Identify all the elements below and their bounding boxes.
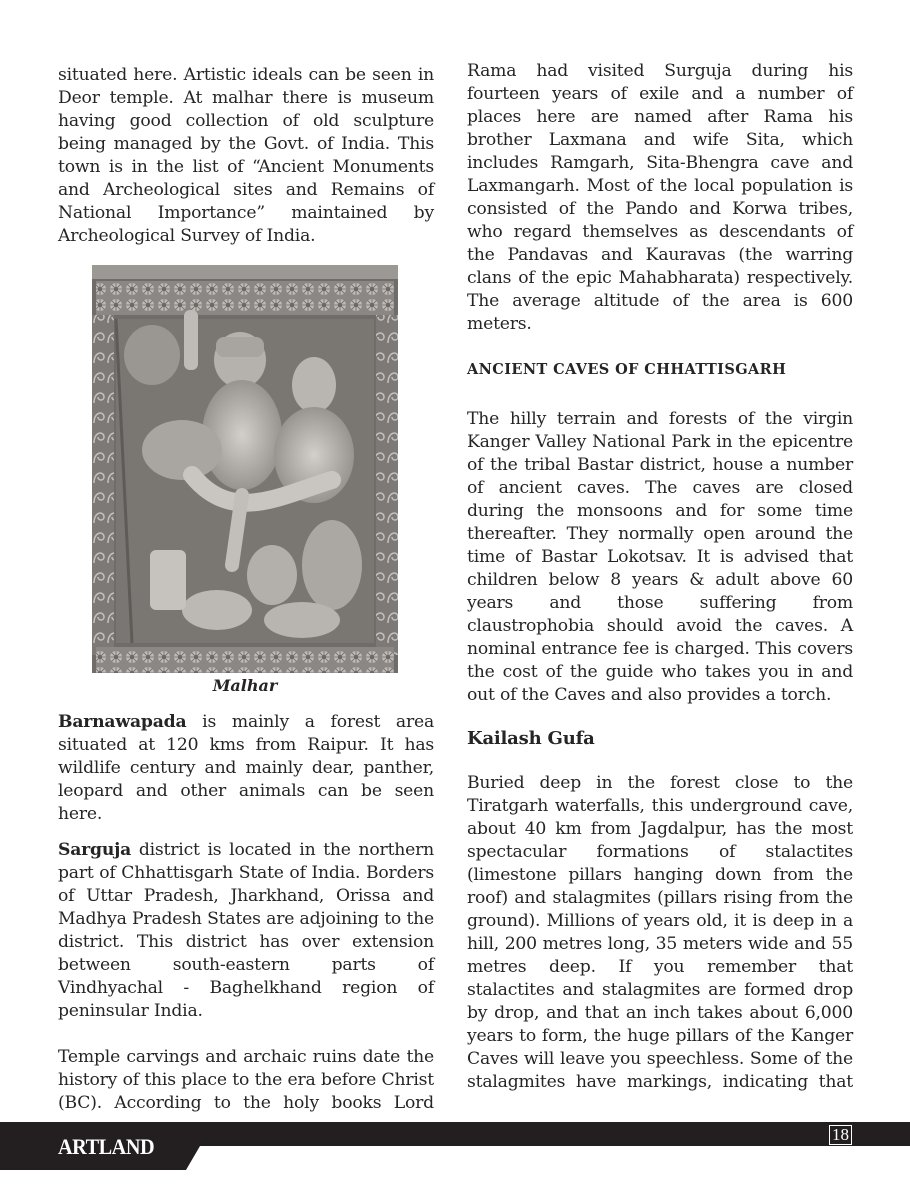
kailash-heading: Kailash Gufa bbox=[467, 728, 595, 749]
temple-paragraph: Temple carvings and archaic ruins date the history of this place to the era before Christ (BC). According to the holy books Lord bbox=[58, 1047, 434, 1113]
barnawapada-paragraph: Barnawapada is mainly a forest area situated at 120 kms from Raipur. It has wildlife century and mainly dear, panther, leopard and other animals can be seen here. bbox=[58, 712, 434, 824]
kailash-paragraph: Buried deep in the forest close to the Tiratgarh waterfalls, this underground cave, about 40 km from Jagdalpur, has the most spectacular formations of stalactites (limestone pillars hanging down from the roof) and stalagmites (pillars rising from the ground). Millions of years old, it is deep in a hill, 200 metres long, 35 meters wide and 55 metres deep. If you remember that stalactites and stalagmites are formed drop by drop, and that an inch takes about 6,000 years to form, the huge pillars of the Kanger Caves will leave you speechless. Some of the stalagmites have markings, indicating that bbox=[467, 773, 853, 1092]
magazine-brand: ARTLAND bbox=[58, 1134, 155, 1159]
carving-photo-icon bbox=[92, 265, 398, 673]
rama-paragraph: Rama had visited Surguja during his fourteen years of exile and a number of places here are named after Rama his brother Laxmana and wife Sita, which includes Ramgarh, Sita-Bhengra cave and Laxmangarh. Most of the local population is consisted of the Pando and Korwa tribes, who regard themselves as descendants of the Pandavas and Kauravas (the warring clans of the epic Mahabharata) respectively. The average altitude of the area is 600 meters. bbox=[467, 61, 853, 334]
sarguja-paragraph: Sarguja district is located in the northern part of Chhattisgarh State of India. Borders of Uttar Pradesh, Jharkhand, Orissa and Madhya Pradesh States are adjoining to the district. This district has over extension between south-eastern parts of Vindhyachal - Baghelkhand region of peninsular India. bbox=[58, 840, 434, 1021]
barnawapada-term: Barnawapada bbox=[58, 712, 187, 732]
caves-paragraph: The hilly terrain and forests of the virgin Kanger Valley National Park in the epicentre of the tribal Bastar district, house a number of ancient caves. The caves are closed during the monsoons and for some time thereafter. They normally open around the time of Bastar Lokotsav. It is advised that children below 8 years & adult above 60 years and those suffering from claustrophobia should avoid the caves. A nominal entrance fee is charged. This covers the cost of the guide who takes you in and out of the Caves and also provides a torch. bbox=[467, 409, 853, 705]
figure-caption: Malhar bbox=[212, 676, 278, 695]
left-column bbox=[58, 64, 434, 248]
sarguja-term: Sarguja bbox=[58, 840, 132, 860]
caves-heading: ANCIENT CAVES OF CHHATTISGARH bbox=[467, 361, 787, 378]
left-column-lower bbox=[58, 711, 434, 1115]
intro-paragraph: situated here. Artistic ideals can be seen in Deor temple. At malhar there is museum having good collection of old sculpture being managed by the Govt. of India. This town is in the list of “Ancient Monuments and Archeological sites and Remains of National Importance” maintained by Archeological Survey of India. bbox=[58, 65, 434, 246]
right-column bbox=[467, 60, 853, 1094]
malhar-carving-image bbox=[92, 265, 398, 673]
page-number: 18 bbox=[829, 1125, 852, 1145]
